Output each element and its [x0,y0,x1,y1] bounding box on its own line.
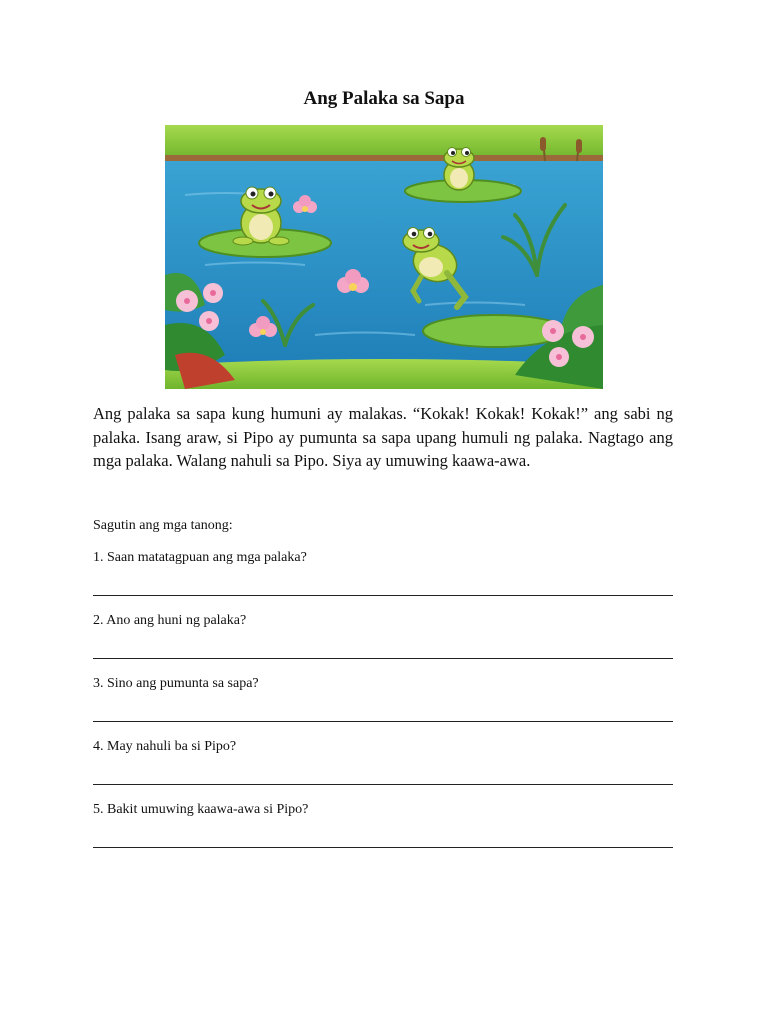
story-paragraph: Ang palaka sa sapa kung humuni ay malakas. “Kokak! Kokak! Kokak!” ang sabi ng palaka. Isang araw, si Pipo ay pumunta sa sapa upang humuli ng palaka. Nagtago ang mga palaka. Walang nahuli sa Pipo. Siya ay umuwing kaawa-awa. [93,404,673,470]
frog-sitting-top [444,148,474,191]
instructions: Sagutin ang mga tanong: [93,518,233,533]
question-1: 1. Saan matatagpuan ang mga palaka? [93,550,307,565]
question-5: 5. Bakit umuwing kaawa-awa si Pipo? [93,802,309,817]
answer-line-3[interactable] [93,721,673,722]
question-2: 2. Ano ang huni ng palaka? [93,613,247,628]
answer-line-1[interactable] [93,595,673,596]
bank-edge [165,155,603,161]
question-3: 3. Sino ang pumunta sa sapa? [93,676,259,691]
back-grass-bank [165,125,603,159]
answer-line-4[interactable] [93,784,673,785]
answer-line-5[interactable] [93,847,673,848]
question-4: 4. May nahuli ba si Pipo? [93,739,237,754]
pond-frog-illustration [165,125,603,389]
answer-line-2[interactable] [93,658,673,659]
worksheet-title: Ang Palaka sa Sapa [303,88,465,109]
